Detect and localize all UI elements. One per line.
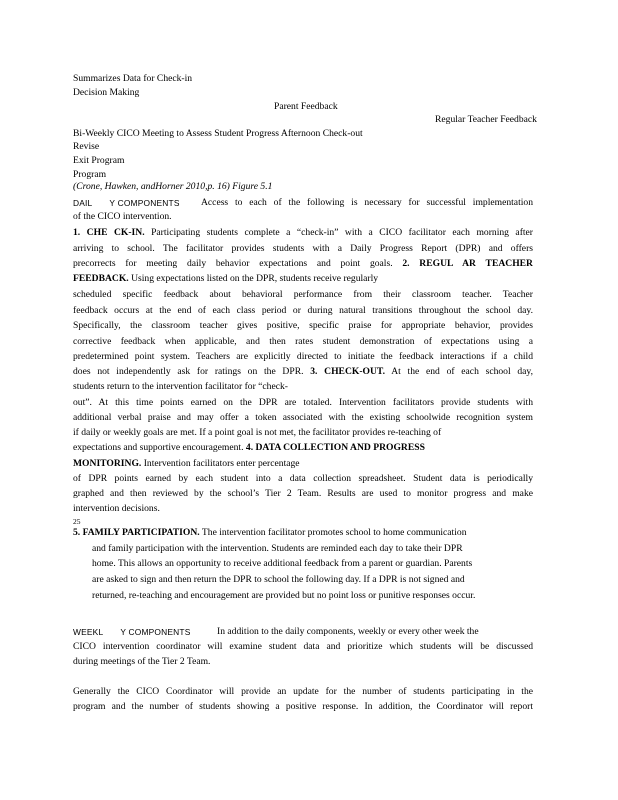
paragraph-line: FEEDBACK. Using expectations listed on the DPR, students receive regularly [73,273,379,284]
paragraph-line: 5. FAMILY PARTICIPATION. The intervention facilitator promotes school to home communication [73,527,467,538]
paragraph-line: students return to the intervention facilitator for “check- [73,381,288,392]
paragraph-line: if daily or weekly goals are met. If a point goal is not met, the facilitator provides re-teaching of [73,427,442,438]
paragraph-line: during meetings of the Tier 2 Team. [73,656,211,667]
diagram-label: Revise [73,141,100,152]
diagram-label: Regular Teacher Feedback [435,114,537,125]
paragraph-line: arriving to school. The facilitator provides students with a Daily Progress Report (DPR) and offers [73,243,533,254]
paragraph-line: program and the number of students showing a positive response. In addition, the Coordinator will report [73,701,533,712]
paragraph-line: predetermined point system. Teachers are explicitly directed to initiate the feedback interactions if a child [73,351,533,362]
figure-citation: (Crone, Hawken, andHorner 2010,p. 16) Figure 5.1 [73,181,273,192]
paragraph-line: Specifically, the classroom teacher gives positive, specific praise for appropriate behavior, provides [73,320,533,331]
paragraph-line: In addition to the daily components, weekly or every other week the [217,626,479,637]
paragraph-line: Generally the CICO Coordinator will provide an update for the number of students participating in the [73,686,533,697]
paragraph-line: corrective feedback when applicable, and then rates student demonstration of expectations using a [73,336,533,347]
paragraph-line: MONITORING. Intervention facilitators enter percentage [73,458,300,469]
diagram-label: Summarizes Data for Check-in [73,73,193,84]
paragraph-line: intervention decisions. [73,503,160,514]
paragraph-line: additional verbal praise and may offer a token associated with the existing schoolwide recognition system [73,412,533,423]
paragraph-line: out”. At this time points earned on the DPR are totaled. Intervention facilitators provide students with [73,397,533,408]
diagram-label: Bi-Weekly CICO Meeting to Assess Student Progress Afternoon Check-out [73,128,363,139]
paragraph-line: and family participation with the intervention. Students are reminded each day to take their DPR [92,543,463,554]
section-heading-daily: DAIL Y COMPONENTS [73,198,180,208]
paragraph-line: does not independently ask for ratings on the DPR. 3. CHECK-OUT. At the end of each school day, [73,366,533,377]
paragraph-line: Access to each of the following is necessary for successful implementation [201,197,533,208]
diagram-label: Parent Feedback [274,101,338,112]
paragraph-line: feedback occurs at the end of each class period or during natural transitions throughout the school day. [73,305,533,316]
diagram-label: Decision Making [73,87,140,98]
diagram-label: Program [73,169,107,180]
paragraph-line: scheduled specific feedback about behavioral performance from their classroom teacher. Teacher [73,289,533,300]
paragraph-line: graphed and then reviewed by the school’s Tier 2 Team. Results are used to monitor progress and make [73,488,533,499]
paragraph-line: 1. CHE CK-IN. Participating students complete a “check-in” with a CICO facilitator each morning after [73,227,533,238]
paragraph-line: expectations and supportive encouragement. 4. DATA COLLECTION AND PROGRESS [73,442,425,453]
page-number: 25 [73,517,81,526]
paragraph-line: of the CICO intervention. [73,211,172,222]
paragraph-line: of DPR points earned by each student into a data collection spreadsheet. Student data is periodically [73,473,533,484]
paragraph-line: CICO intervention coordinator will examine student data and prioritize which students will be discussed [73,641,533,652]
paragraph-line: are asked to sign and then return the DPR to school the following day. If a DPR is not signed and [92,574,465,585]
paragraph-line: home. This allows an opportunity to receive additional feedback from a parent or guardian. Parents [92,558,473,569]
paragraph-line: precorrects for meeting daily behavior expectations and point goals. 2. REGUL AR TEACHER [73,258,533,269]
paragraph-line: returned, re-teaching and encouragement are provided but no point loss or punitive responses occur. [92,590,476,601]
section-heading-weekly: WEEKL Y COMPONENTS [73,627,191,637]
diagram-label: Exit Program [73,155,125,166]
